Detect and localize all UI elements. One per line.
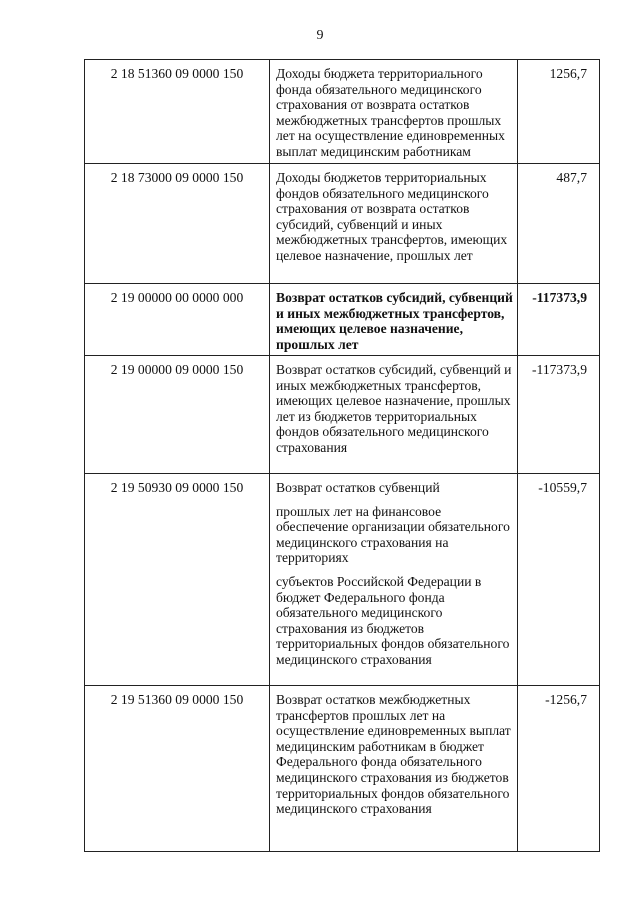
- amount-cell: -10559,7: [518, 474, 600, 686]
- description-cell: Возврат остатков субсидий, субвенций и иных межбюджетных трансфертов, имеющих целевое назначение, прошлых лет: [270, 284, 518, 356]
- budget-code-cell: 2 19 00000 00 0000 000: [85, 284, 270, 356]
- amount-cell: 487,7: [518, 164, 600, 284]
- table-row: [85, 284, 600, 356]
- description-cell: Возврат остатков субсидий, субвенций и иных межбюджетных трансфертов, имеющих целевое назначение, прошлых лет из бюджетов территориальных фондов обязательного медицинского страхования: [270, 356, 518, 474]
- description-part: Возврат остатков субвенций: [276, 480, 440, 495]
- amount-cell: 1256,7: [518, 60, 600, 164]
- amount-cell: -117373,9: [518, 284, 600, 356]
- budget-code-cell: 2 19 50930 09 0000 150: [85, 474, 270, 686]
- table-row: [85, 356, 600, 474]
- description-cell: [270, 474, 518, 686]
- amount-cell: -1256,7: [518, 686, 600, 852]
- page-number: 9: [316, 28, 324, 43]
- budget-code-cell: 2 18 51360 09 0000 150: [85, 60, 270, 164]
- table-row: [85, 474, 600, 686]
- amount-cell: -117373,9: [518, 356, 600, 474]
- table-row: [85, 686, 600, 852]
- description-cell: Возврат остатков межбюджетных трансфертов прошлых лет на осуществление единовременных выплат медицинским работникам в бюджет Федерального фонда обязательного медицинского страхования из бюджетов территориальных фондов обязательного медицинского страхования: [270, 686, 518, 852]
- description-cell: Доходы бюджетов территориальных фондов обязательного медицинского страхования от возврата остатков субсидий, субвенций и иных межбюджетных трансфертов, имеющих целевое назначение, прошлых лет: [270, 164, 518, 284]
- budget-code-cell: 2 18 73000 09 0000 150: [85, 164, 270, 284]
- table-row: [85, 164, 600, 284]
- description-cell: Доходы бюджета территориального фонда обязательного медицинского страхования от возврата остатков межбюджетных трансфертов прошлых лет на осуществление единовременных выплат медицинским работникам: [270, 60, 518, 164]
- description-part: прошлых лет на финансовое обеспечение организации обязательного медицинского страхования на территориях: [276, 503, 510, 566]
- description-part: субъектов Российской Федерации в бюджет Федерального фонда обязательного медицинского страхования из бюджетов территориальных фондов обязательного медицинского страхования: [276, 573, 510, 667]
- budget-code-cell: 2 19 51360 09 0000 150: [85, 686, 270, 852]
- budget-code-cell: 2 19 00000 09 0000 150: [85, 356, 270, 474]
- table-row: [85, 60, 600, 164]
- budget-table: [84, 59, 600, 852]
